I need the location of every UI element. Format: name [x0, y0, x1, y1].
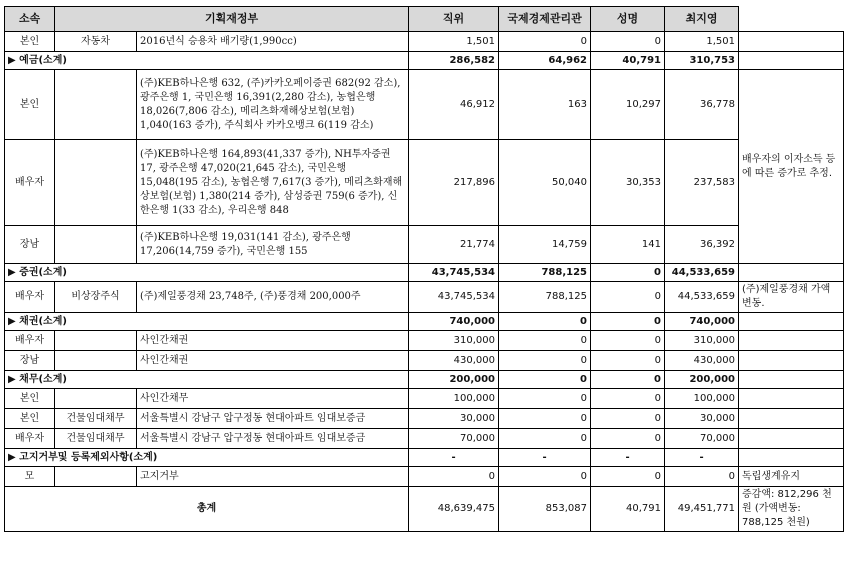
type-cell: 비상장주식 — [55, 282, 137, 313]
relation-cell: 모 — [5, 467, 55, 487]
desc-cell: (주)KEB하나은행 164,893(41,337 증가), NH투자증권 17, 광주은행 47,020(21,645 감소), 국민은행 15,048(195 감소), 농협은행 7,617(3 증가), 메리츠화재해상보험(보험) 1,380(214 증가), 삼성증권 759(6 증가), 신한은행 1(33 감소), 우리은행 848 — [137, 140, 409, 226]
header-name-label: 성명 — [591, 7, 665, 32]
relation-cell: 본인 — [5, 32, 55, 52]
current-value: 0 — [665, 467, 739, 487]
relation-cell: 본인 — [5, 409, 55, 429]
prev-value: - — [409, 449, 499, 467]
current-value: 49,451,771 — [665, 487, 739, 532]
desc-cell: 2016년식 승용차 배기량(1,990cc) — [137, 32, 409, 52]
type-cell: 건물임대채무 — [55, 409, 137, 429]
table-row — [5, 226, 844, 264]
section-row-bond — [5, 313, 844, 331]
relation-cell: 배우자 — [5, 331, 55, 351]
decrease-value: 0 — [591, 331, 665, 351]
prev-value: 200,000 — [409, 371, 499, 389]
prev-value: 46,912 — [409, 70, 499, 140]
type-cell — [55, 467, 137, 487]
prev-value: 740,000 — [409, 313, 499, 331]
current-value: 310,000 — [665, 331, 739, 351]
decrease-value: 0 — [591, 429, 665, 449]
increase-value: 0 — [499, 313, 591, 331]
prev-value: 43,745,534 — [409, 264, 499, 282]
relation-cell: 본인 — [5, 70, 55, 140]
section-label: ▶ 증권(소계) — [5, 264, 409, 282]
desc-cell: (주)제일풍경채 23,748주, (주)풍경채 200,000주 — [137, 282, 409, 313]
header-affiliation: 소속 — [5, 7, 55, 32]
current-value: 740,000 — [665, 313, 739, 331]
relation-cell: 장남 — [5, 351, 55, 371]
note-cell — [739, 371, 844, 389]
increase-value: 0 — [499, 351, 591, 371]
type-cell: 건물임대채무 — [55, 429, 137, 449]
note-cell — [739, 449, 844, 467]
prev-value: 70,000 — [409, 429, 499, 449]
table-row — [5, 467, 844, 487]
deposit-note: 배우자의 이자소득 등에 따른 증가로 추정. — [739, 70, 844, 264]
prev-value: 30,000 — [409, 409, 499, 429]
relation-cell: 장남 — [5, 226, 55, 264]
table-row — [5, 389, 844, 409]
decrease-value: 141 — [591, 226, 665, 264]
increase-value: 0 — [499, 331, 591, 351]
note-cell — [739, 331, 844, 351]
increase-value: 0 — [499, 32, 591, 52]
type-cell — [55, 389, 137, 409]
section-row-stock — [5, 264, 844, 282]
relation-cell: 배우자 — [5, 429, 55, 449]
decrease-value: 0 — [591, 313, 665, 331]
increase-value: 163 — [499, 70, 591, 140]
prev-value: 430,000 — [409, 351, 499, 371]
total-label: 총계 — [5, 487, 409, 532]
type-cell — [55, 140, 137, 226]
note-cell — [739, 264, 844, 282]
current-value: 200,000 — [665, 371, 739, 389]
table-row — [5, 70, 844, 140]
header-position-title: 국제경제관리관 — [499, 7, 591, 32]
prev-value: 1,501 — [409, 32, 499, 52]
relation-cell: 본인 — [5, 389, 55, 409]
increase-value: 0 — [499, 389, 591, 409]
table-row — [5, 32, 844, 52]
type-cell — [55, 331, 137, 351]
prev-value: 100,000 — [409, 389, 499, 409]
decrease-value: 30,353 — [591, 140, 665, 226]
increase-value: 64,962 — [499, 52, 591, 70]
current-value: 430,000 — [665, 351, 739, 371]
type-cell: 자동차 — [55, 32, 137, 52]
desc-cell: 사인간채권 — [137, 351, 409, 371]
desc-cell: 사인간채권 — [137, 331, 409, 351]
increase-value: - — [499, 449, 591, 467]
decrease-value: 0 — [591, 371, 665, 389]
decrease-value: 0 — [591, 282, 665, 313]
note-cell: 독립생계유지 — [739, 467, 844, 487]
decrease-value: 40,791 — [591, 487, 665, 532]
increase-value: 0 — [499, 429, 591, 449]
decrease-value: 0 — [591, 264, 665, 282]
prev-value: 310,000 — [409, 331, 499, 351]
table-row — [5, 351, 844, 371]
increase-value: 0 — [499, 409, 591, 429]
section-label: ▶ 채권(소계) — [5, 313, 409, 331]
current-value: 30,000 — [665, 409, 739, 429]
decrease-value: - — [591, 449, 665, 467]
decrease-value: 0 — [591, 351, 665, 371]
increase-value: 14,759 — [499, 226, 591, 264]
prev-value: 0 — [409, 467, 499, 487]
current-value: 36,392 — [665, 226, 739, 264]
prev-value: 286,582 — [409, 52, 499, 70]
desc-cell: (주)KEB하나은행 632, (주)카카오페이증권 682(92 감소), 광주은행 1, 국민은행 16,391(2,280 감소), 농협은행 18,026(7,806 감소), 메리츠화재해상보험(보험) 1,040(163 증가), 주식회사 카카오뱅크 6(119 감소) — [137, 70, 409, 140]
current-value: 44,533,659 — [665, 264, 739, 282]
increase-value: 50,040 — [499, 140, 591, 226]
desc-cell: 서울특별시 강남구 압구정동 현대아파트 임대보증금 — [137, 409, 409, 429]
table-row — [5, 409, 844, 429]
table-row — [5, 282, 844, 313]
current-value: - — [665, 449, 739, 467]
current-value: 100,000 — [665, 389, 739, 409]
increase-value: 853,087 — [499, 487, 591, 532]
header-ministry: 기획재정부 — [55, 7, 409, 32]
section-row-refusal — [5, 449, 844, 467]
current-value: 1,501 — [665, 32, 739, 52]
decrease-value: 0 — [591, 389, 665, 409]
table-row — [5, 429, 844, 449]
desc-cell: 사인간채무 — [137, 389, 409, 409]
increase-value: 788,125 — [499, 282, 591, 313]
relation-cell: 배우자 — [5, 282, 55, 313]
header-row — [5, 7, 844, 32]
prev-value: 43,745,534 — [409, 282, 499, 313]
increase-value: 0 — [499, 467, 591, 487]
current-value: 70,000 — [665, 429, 739, 449]
decrease-value: 10,297 — [591, 70, 665, 140]
section-row-deposit — [5, 52, 844, 70]
total-note: 증감액: 812,296 천원 (가액변동: 788,125 천원) — [739, 487, 844, 532]
current-value: 237,583 — [665, 140, 739, 226]
increase-value: 0 — [499, 371, 591, 389]
header-name: 최지영 — [665, 7, 739, 32]
note-cell: (주)제일풍경채 가액 변동. — [739, 282, 844, 313]
prev-value: 217,896 — [409, 140, 499, 226]
relation-cell: 배우자 — [5, 140, 55, 226]
desc-cell: 서울특별시 강남구 압구정동 현대아파트 임대보증금 — [137, 429, 409, 449]
type-cell — [55, 70, 137, 140]
note-cell — [739, 313, 844, 331]
desc-cell: (주)KEB하나은행 19,031(141 감소), 광주은행 17,206(14,759 증가), 국민은행 155 — [137, 226, 409, 264]
note-cell — [739, 389, 844, 409]
note-cell — [739, 32, 844, 52]
grand-total-row — [5, 487, 844, 532]
table-row — [5, 140, 844, 226]
decrease-value: 0 — [591, 409, 665, 429]
section-label: ▶ 고지거부및 등록제외사항(소계) — [5, 449, 409, 467]
current-value: 36,778 — [665, 70, 739, 140]
table-row — [5, 331, 844, 351]
section-label: ▶ 채무(소계) — [5, 371, 409, 389]
decrease-value: 0 — [591, 32, 665, 52]
note-cell — [739, 351, 844, 371]
note-cell — [739, 409, 844, 429]
asset-table — [4, 6, 844, 532]
prev-value: 48,639,475 — [409, 487, 499, 532]
desc-cell: 고지거부 — [137, 467, 409, 487]
current-value: 310,753 — [665, 52, 739, 70]
type-cell — [55, 351, 137, 371]
note-cell — [739, 52, 844, 70]
current-value: 44,533,659 — [665, 282, 739, 313]
note-cell — [739, 429, 844, 449]
section-label: ▶ 예금(소계) — [5, 52, 409, 70]
header-position: 직위 — [409, 7, 499, 32]
section-row-debt — [5, 371, 844, 389]
increase-value: 788,125 — [499, 264, 591, 282]
type-cell — [55, 226, 137, 264]
prev-value: 21,774 — [409, 226, 499, 264]
decrease-value: 40,791 — [591, 52, 665, 70]
decrease-value: 0 — [591, 467, 665, 487]
